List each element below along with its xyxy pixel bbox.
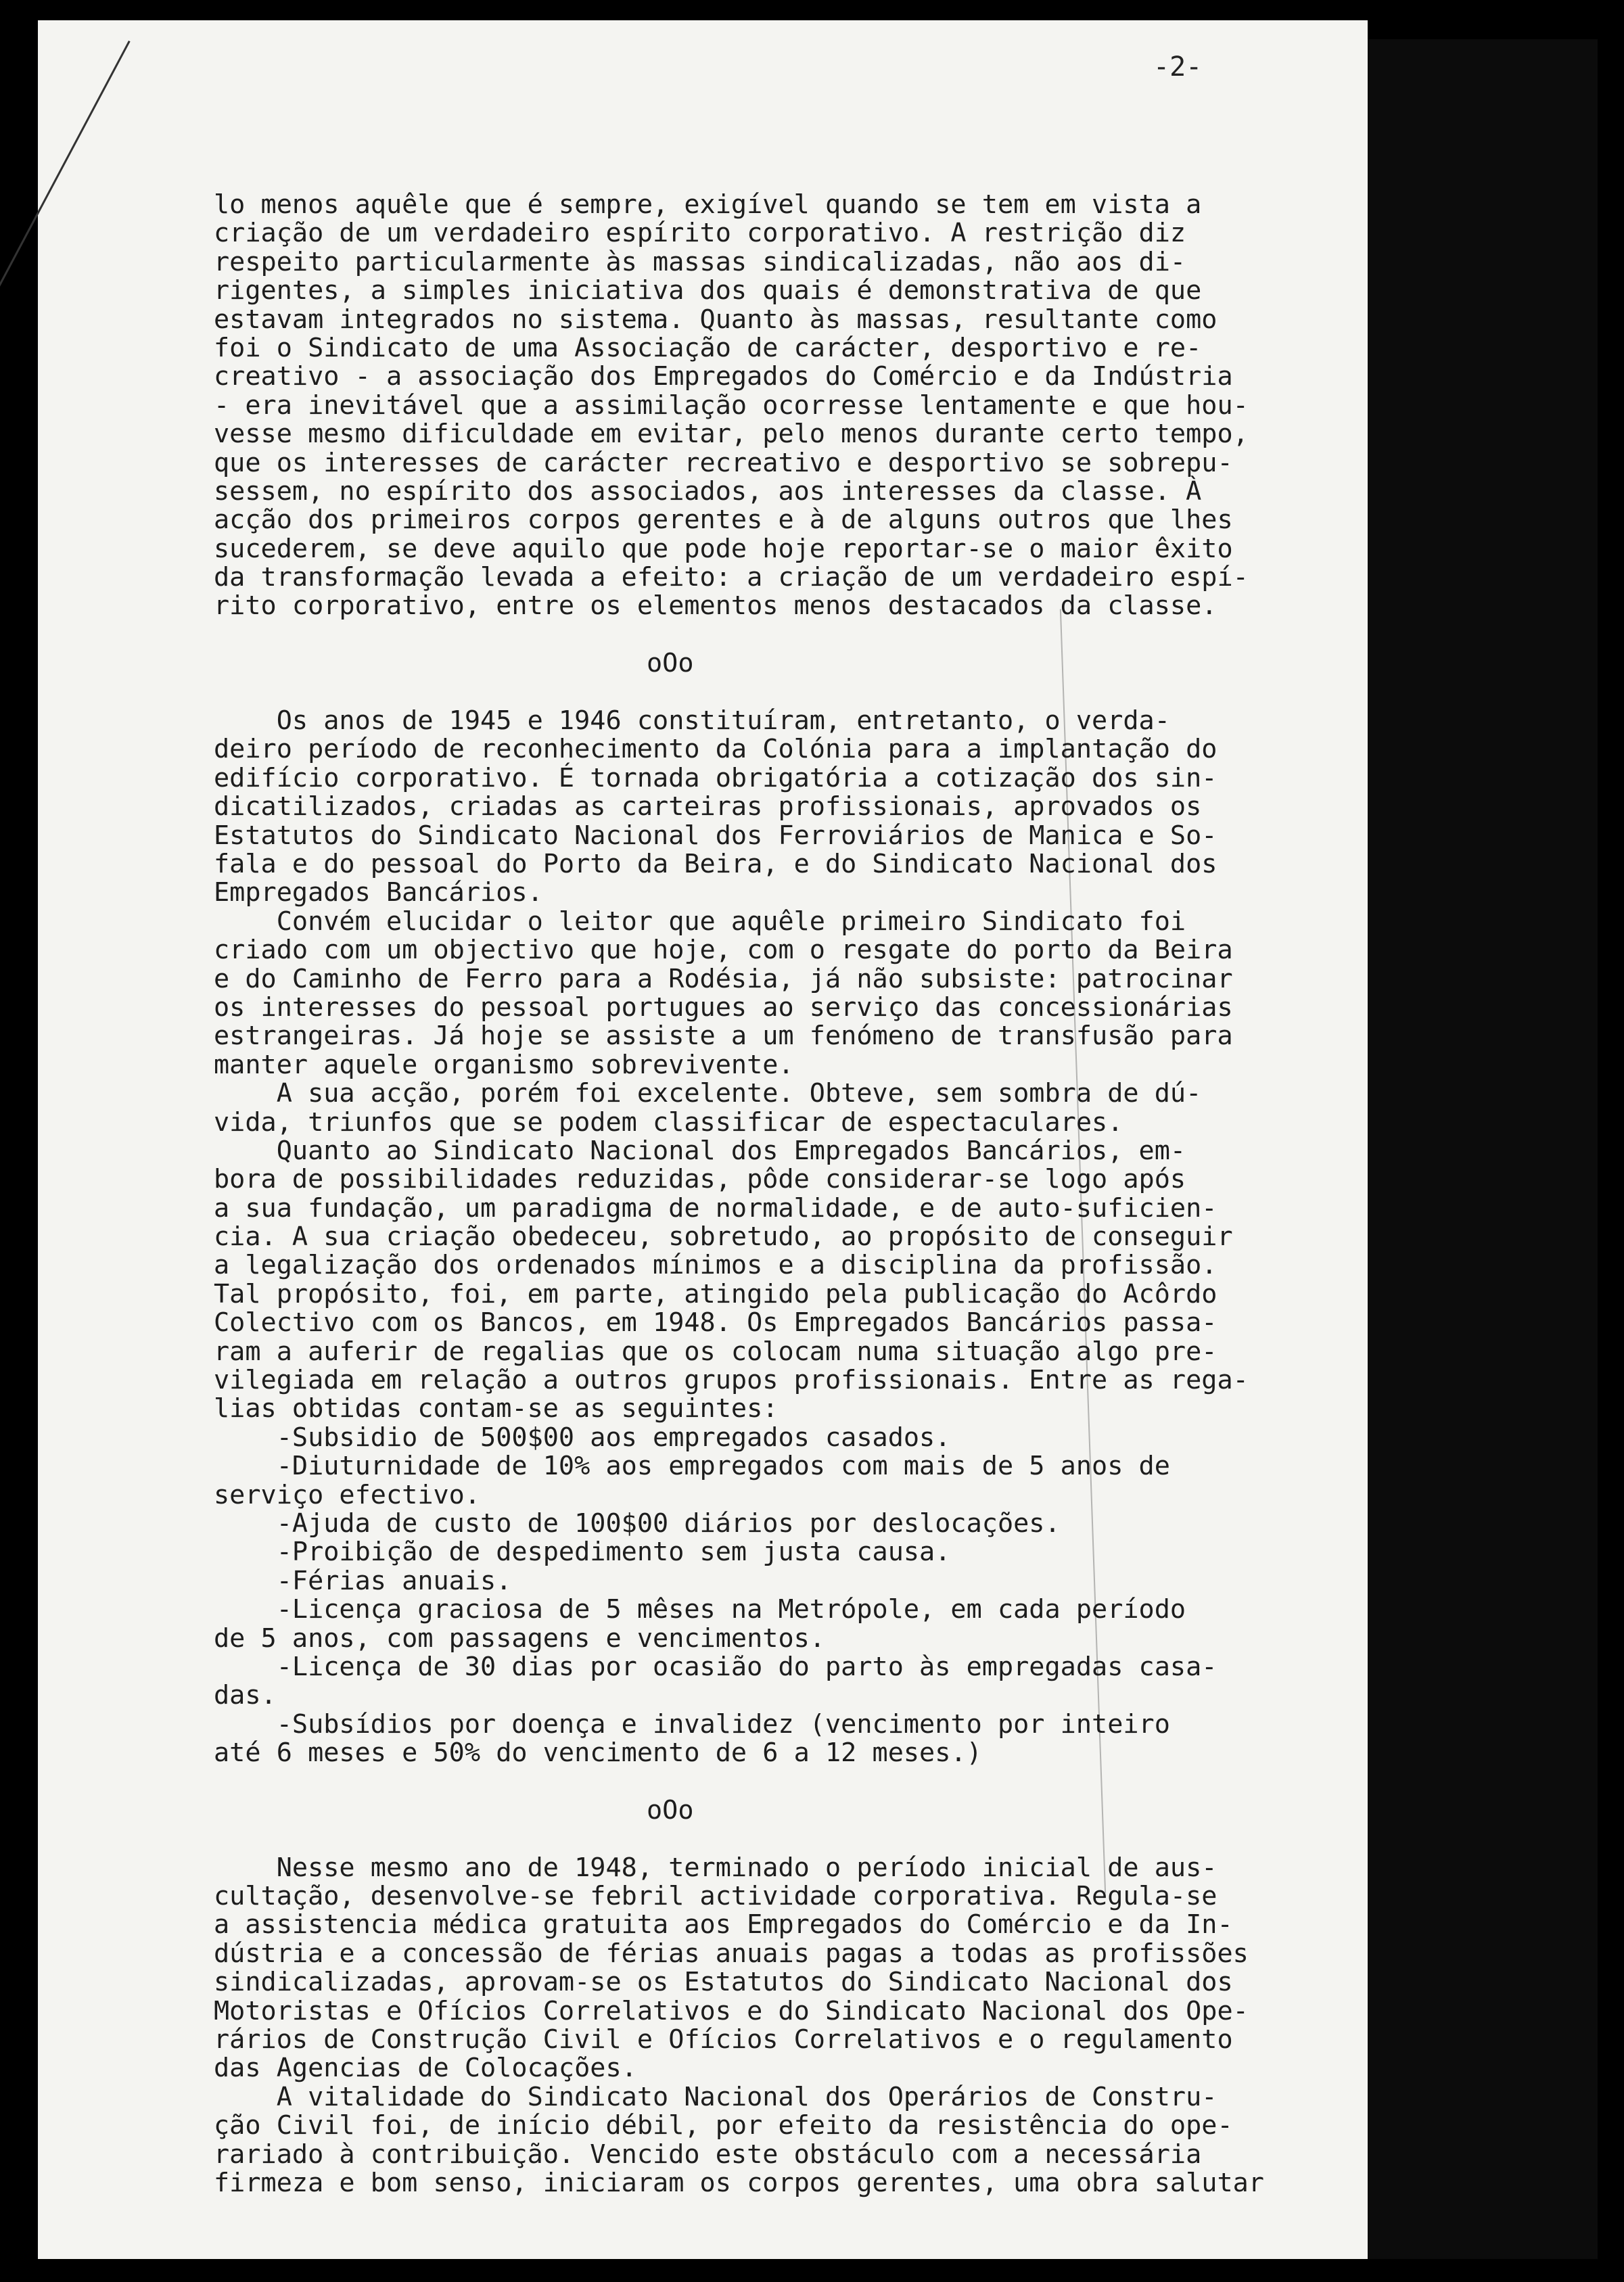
text-line: manter aquele organismo sobrevivente. — [214, 1049, 794, 1080]
text-line: cultação, desenvolve-se febril actividade corporativa. Regula-se — [214, 1881, 1217, 1912]
text-line: -Licença graciosa de 5 mêses na Metrópole, em cada período — [214, 1594, 1186, 1625]
text-line: Colectivo com os Bancos, em 1948. Os Empregados Bancários passa- — [214, 1307, 1217, 1338]
text-line: criado com um objectivo que hoje, com o resgate do porto da Beira — [214, 935, 1233, 966]
text-line: deiro período de reconhecimento da Colónia para a implantação do — [214, 734, 1217, 765]
page-number: -2- — [1153, 51, 1203, 83]
text-line: vesse mesmo dificuldade em evitar, pelo menos durante certo tempo, — [214, 419, 1249, 450]
text-line: estrangeiras. Já hoje se assiste a um fenómeno de transfusão para — [214, 1021, 1233, 1052]
section-separator: oOo — [647, 1794, 694, 1825]
document-body — [214, 191, 1364, 2197]
text-line: que os interesses de carácter recreativo e desportivo se sobrepu- — [214, 447, 1233, 478]
text-line: Empregados Bancários. — [214, 877, 543, 908]
text-line: vida, triunfos que se podem classificar de espectaculares. — [214, 1107, 1123, 1138]
text-line: -Licença de 30 dias por ocasião do parto às empregadas casa- — [214, 1651, 1217, 1682]
text-line: Quanto ao Sindicato Nacional dos Empregados Bancários, em- — [214, 1135, 1186, 1166]
text-line: dústria e a concessão de férias anuais pagas a todas as profissões — [214, 1938, 1249, 1969]
text-line: rários de Construção Civil e Ofícios Correlativos e o regulamento — [214, 2024, 1233, 2055]
text-line: criação de um verdadeiro espírito corporativo. A restrição diz — [214, 218, 1186, 249]
text-line: ram a auferir de regalias que os colocam numa situação algo pre- — [214, 1336, 1217, 1367]
text-line: Os anos de 1945 e 1946 constituíram, entretanto, o verda- — [214, 705, 1170, 737]
text-line: firmeza e bom senso, iniciaram os corpos gerentes, uma obra salutar — [214, 2167, 1264, 2198]
text-line: -Ajuda de custo de 100$00 diários por deslocações. — [214, 1508, 1061, 1539]
text-line: cia. A sua criação obedeceu, sobretudo, ao propósito de conseguir — [214, 1221, 1233, 1253]
text-line: -Diuturnidade de 10% aos empregados com mais de 5 anos de — [214, 1451, 1170, 1482]
text-line: sindicalizadas, aprovam-se os Estatutos do Sindicato Nacional dos — [214, 1967, 1233, 1998]
text-line: lo menos aquêle que é sempre, exigível quando se tem em vista a — [214, 189, 1202, 220]
blank-line — [214, 621, 1364, 649]
text-line: sucederem, se deve aquilo que pode hoje reportar-se o maior êxito — [214, 533, 1233, 564]
section-separator: oOo — [647, 648, 694, 679]
text-line: os interesses do pessoal portugues ao serviço das concessionárias — [214, 992, 1233, 1023]
text-line: Convém elucidar o leitor que aquêle primeiro Sindicato foi — [214, 906, 1186, 937]
text-line: edifício corporativo. É tornada obrigatória a cotização dos sin- — [214, 762, 1217, 793]
blank-line — [214, 1767, 1364, 1796]
text-line: a assistencia médica gratuita aos Empregados do Comércio e da In- — [214, 1909, 1233, 1940]
text-line: a legalização dos ordenados mínimos e a disciplina da profissão. — [214, 1250, 1217, 1281]
text-line: -Subsidio de 500$00 aos empregados casados. — [214, 1422, 951, 1453]
text-line: Estatutos do Sindicato Nacional dos Ferroviários de Manica e So- — [214, 820, 1217, 851]
text-line: a sua fundação, um paradigma de normalidade, e de auto-suficien- — [214, 1192, 1217, 1224]
text-line: vilegiada em relação a outros grupos profissionais. Entre as rega- — [214, 1365, 1249, 1396]
text-line: das. — [214, 1680, 277, 1711]
text-line: rito corporativo, entre os elementos menos destacados da classe. — [214, 590, 1217, 622]
text-line: foi o Sindicato de uma Associação de carácter, desportivo e re- — [214, 332, 1202, 363]
text-line: A sua acção, porém foi excelente. Obteve, sem sombra de dú- — [214, 1078, 1202, 1109]
text-line: creativo - a associação dos Empregados do Comércio e da Indústria — [214, 361, 1233, 392]
text-line: rariado à contribuição. Vencido este obstáculo com a necessária — [214, 2139, 1202, 2170]
text-line: serviço efectivo. — [214, 1479, 481, 1510]
text-line: Nesse mesmo ano de 1948, terminado o período inicial de aus- — [214, 1852, 1217, 1883]
text-line: lias obtidas contam-se as seguintes: — [214, 1393, 779, 1424]
text-line: acção dos primeiros corpos gerentes e à de alguns outros que lhes — [214, 505, 1233, 536]
text-line: dicatilizados, criadas as carteiras profissionais, aprovados os — [214, 791, 1202, 822]
text-line: rigentes, a simples iniciativa dos quais é demonstrativa de que — [214, 275, 1202, 306]
text-line: Motoristas e Ofícios Correlativos e do Sindicato Nacional dos Ope- — [214, 1995, 1249, 2026]
scan-dark-margin — [1368, 39, 1598, 2259]
text-line: -Subsídios por doença e invalidez (vencimento por inteiro — [214, 1708, 1170, 1740]
text-line: - era inevitável que a assimilação ocorresse lentamente e que hou- — [214, 390, 1249, 421]
text-line: das Agencias de Colocações. — [214, 2053, 637, 2084]
text-line: -Proibição de despedimento sem justa causa. — [214, 1537, 951, 1568]
text-line: até 6 meses e 50% do vencimento de 6 a 12 meses.) — [214, 1738, 982, 1769]
text-line: estavam integrados no sistema. Quanto às massas, resultante como — [214, 304, 1217, 335]
text-line: bora de possibilidades reduzidas, pôde considerar-se logo após — [214, 1164, 1186, 1195]
text-line: sessem, no espírito dos associados, aos interesses da classe. À — [214, 475, 1202, 507]
text-line: de 5 anos, com passagens e vencimentos. — [214, 1623, 825, 1654]
text-line: -Férias anuais. — [214, 1565, 512, 1596]
blank-line — [214, 678, 1364, 707]
text-line: A vitalidade do Sindicato Nacional dos Operários de Constru- — [214, 2081, 1217, 2112]
text-line: ção Civil foi, de início débil, por efeito da resistência do ope- — [214, 2110, 1233, 2141]
text-line: Tal propósito, foi, em parte, atingido pela publicação do Acôrdo — [214, 1278, 1217, 1309]
text-line: da transformação levada a efeito: a criação de um verdadeiro espí- — [214, 562, 1249, 593]
text-line: respeito particularmente às massas sindicalizadas, não aos di- — [214, 246, 1186, 277]
text-line: fala e do pessoal do Porto da Beira, e do Sindicato Nacional dos — [214, 848, 1217, 879]
blank-line — [214, 1825, 1364, 1853]
text-line: e do Caminho de Ferro para a Rodésia, já não subsiste: patrocinar — [214, 963, 1233, 994]
